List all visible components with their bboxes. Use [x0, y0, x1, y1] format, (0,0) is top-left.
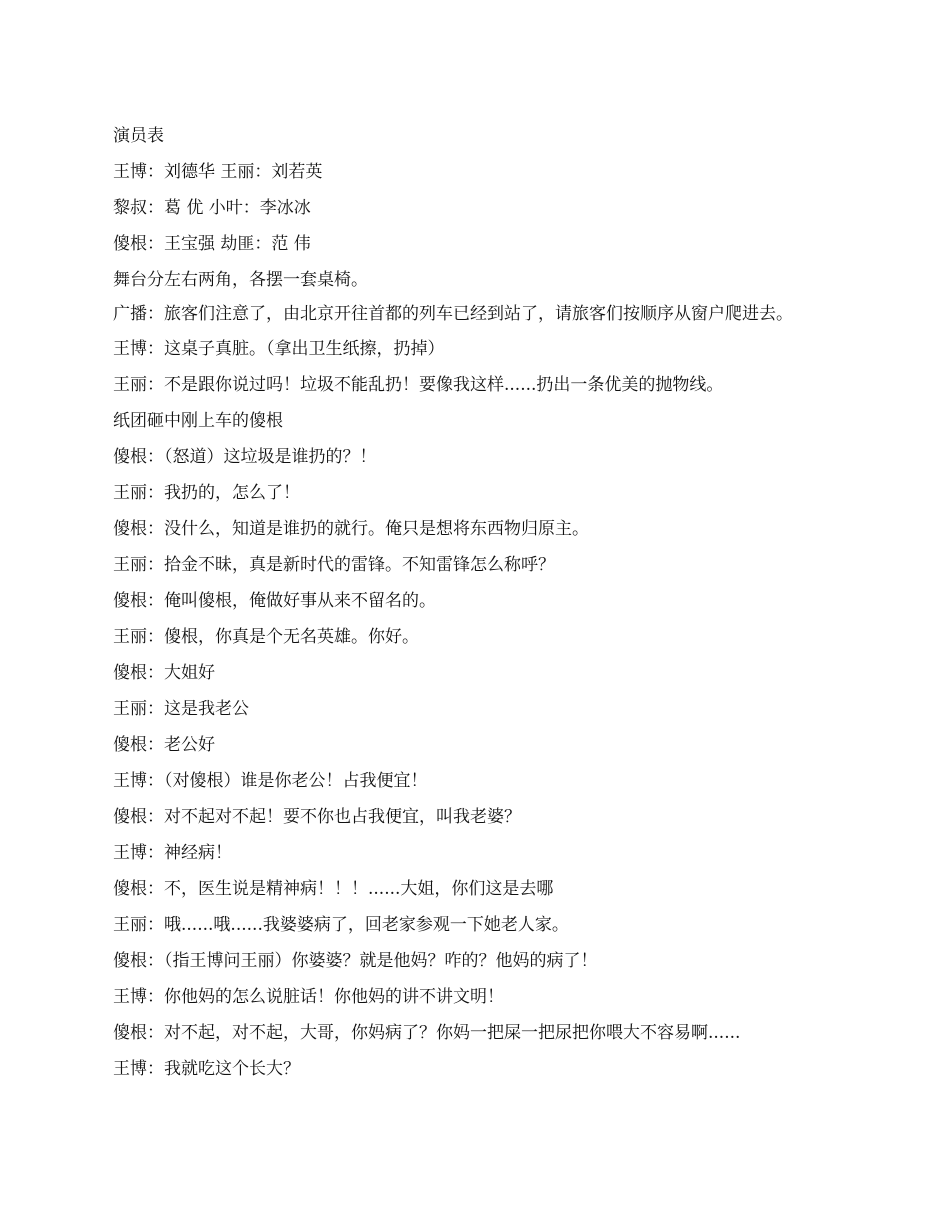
dialogue-line: 王丽：傻根，你真是个无名英雄。你好。	[113, 627, 419, 647]
cast-title: 演员表	[113, 126, 164, 146]
dialogue-line: 王丽：哦......哦......我婆婆病了，回老家参观一下她老人家。	[113, 915, 569, 935]
dialogue-line: 傻根：（指王博问王丽）你婆婆？就是他妈？咋的？他妈的病了！	[113, 951, 598, 971]
stage-direction: 纸团砸中刚上车的傻根	[113, 411, 283, 431]
dialogue-line: 王丽：不是跟你说过吗！垃圾不能乱扔！要像我这样......扔出一条优美的抛物线。	[113, 375, 724, 395]
dialogue-line: 王丽：这是我老公	[113, 699, 249, 719]
cast-line: 傻根：王宝强 劫匪：范 伟	[113, 234, 311, 254]
dialogue-line: 傻根：老公好	[113, 735, 215, 755]
cast-line: 王博：刘德华 王丽：刘若英	[113, 162, 323, 182]
dialogue-line: 傻根：对不起对不起！要不你也占我便宜，叫我老婆？	[113, 807, 521, 827]
dialogue-line: 傻根：（怒道）这垃圾是谁扔的？！	[113, 447, 377, 467]
dialogue-line: 王丽：拾金不昧，真是新时代的雷锋。不知雷锋怎么称呼？	[113, 555, 555, 575]
dialogue-line: 王博：（对傻根）谁是你老公！占我便宜！	[113, 771, 428, 791]
script-text	[113, 124, 828, 1093]
dialogue-line: 傻根：对不起，对不起，大哥，你妈病了？你妈一把屎一把尿把你喂大不容易啊......	[113, 1023, 741, 1043]
dialogue-line: 王博：你他妈的怎么说脏话！你他妈的讲不讲文明！	[113, 987, 504, 1007]
dialogue-line: 王博：这桌子真脏。（拿出卫生纸擦，扔掉）	[113, 339, 445, 359]
dialogue-line: 王博：神经病！	[113, 843, 232, 863]
dialogue-line: 傻根：不，医生说是精神病！！！......大姐，你们这是去哪	[113, 879, 554, 899]
cast-line: 黎叔：葛 优 小叶：李冰冰	[113, 198, 311, 218]
dialogue-line: 傻根：大姐好	[113, 663, 215, 683]
dialogue-line: 王丽：我扔的，怎么了！	[113, 483, 300, 503]
dialogue-line: 王博：我就吃这个长大？	[113, 1059, 300, 1079]
dialogue-line: 傻根：没什么，知道是谁扔的就行。俺只是想将东西物归原主。	[113, 519, 589, 539]
dialogue-line: 傻根：俺叫傻根，俺做好事从来不留名的。	[113, 591, 436, 611]
stage-direction: 舞台分左右两角，各摆一套桌椅。	[113, 270, 368, 290]
dialogue-line: 广播：旅客们注意了，由北京开往首都的列车已经到站了，请旅客们按顺序从窗户爬进去。	[113, 304, 793, 324]
